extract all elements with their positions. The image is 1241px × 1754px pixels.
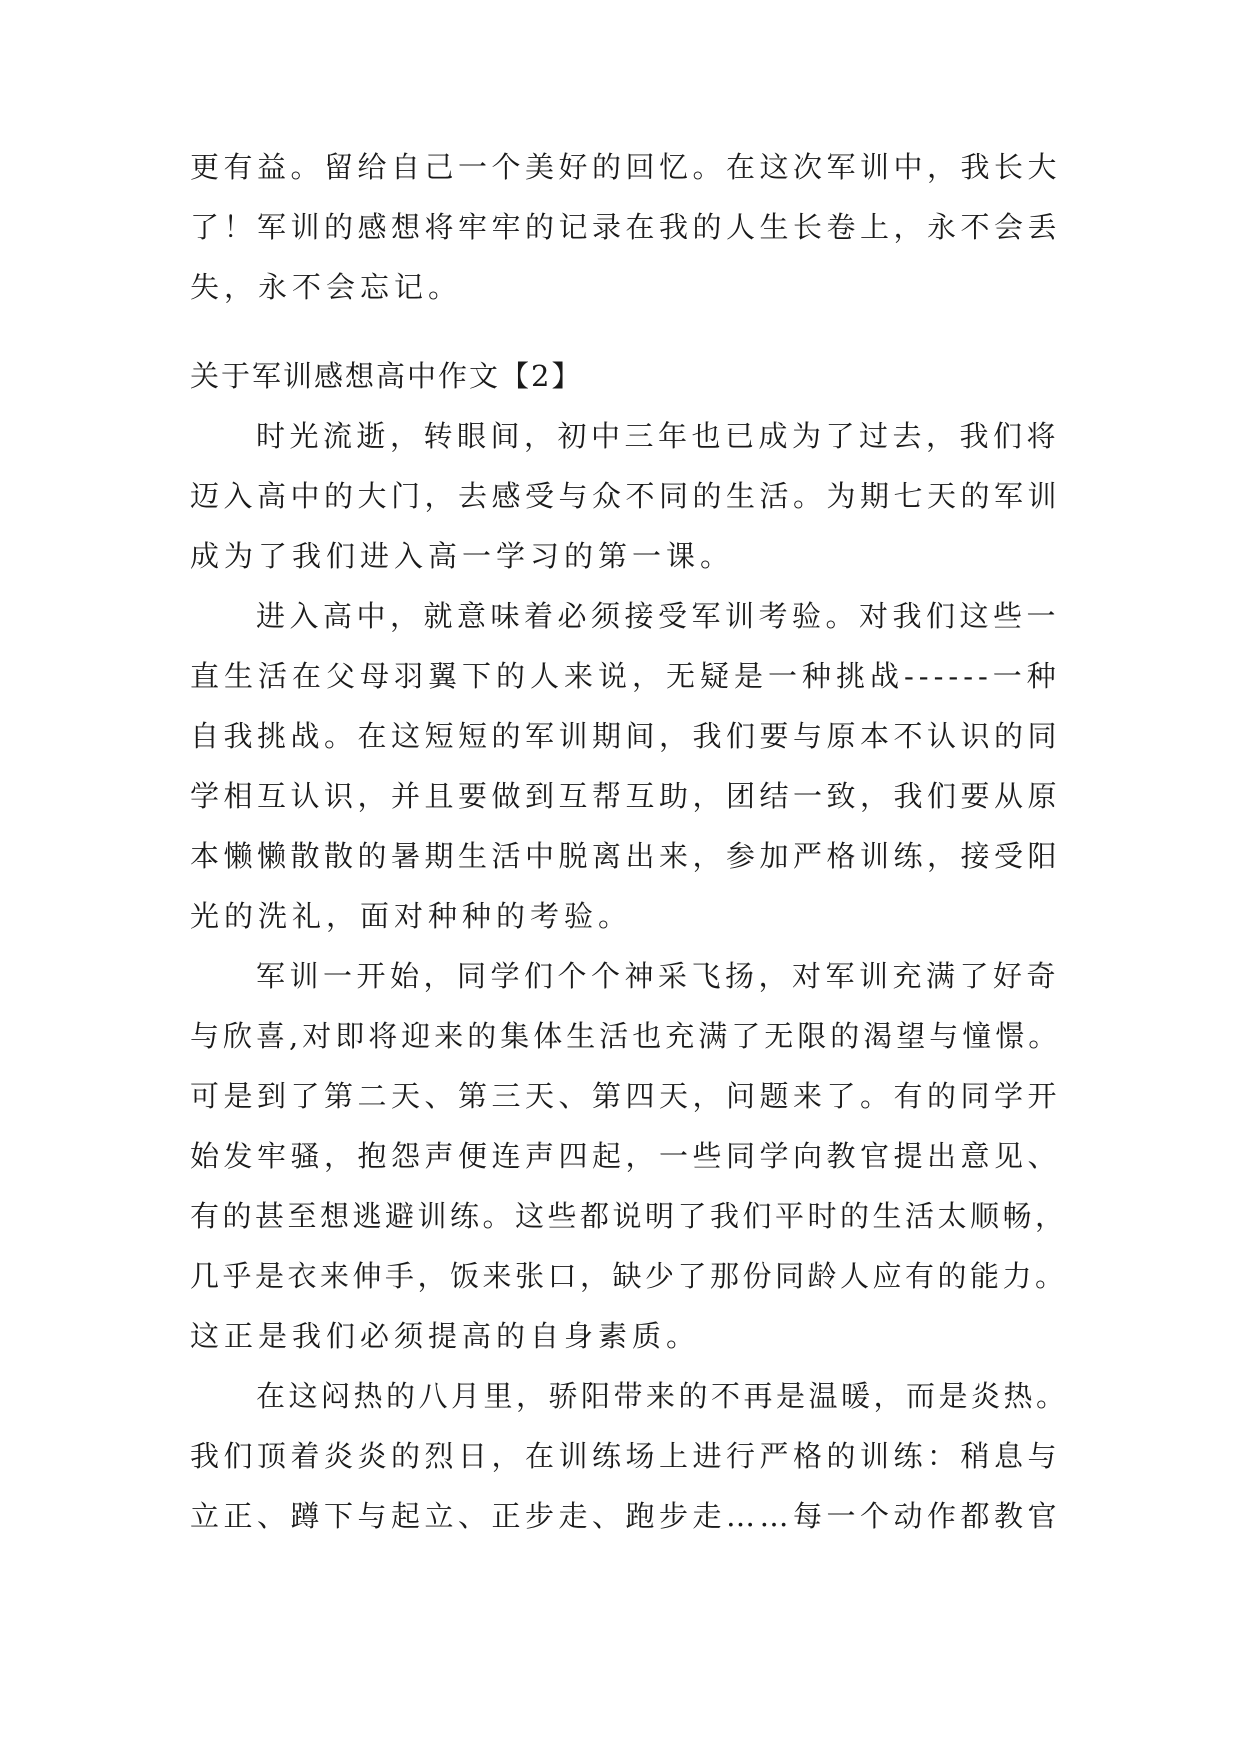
text-line: 与欣喜,对即将迎来的集体生活也充满了无限的渴望与憧憬。 xyxy=(190,1019,1062,1053)
text-line: 本懒懒散散的暑期生活中脱离出来，参加严格训练，接受阳 xyxy=(190,839,1062,873)
text-line: 了！军训的感想将牢牢的记录在我的人生长卷上，永不会丢 xyxy=(190,210,1062,244)
text-line: 光的洗礼，面对种种的考验。 xyxy=(190,899,633,933)
text-line: 更有益。留给自己一个美好的回忆。在这次军训中，我长大 xyxy=(190,150,1062,184)
text-line: 在这闷热的八月里，骄阳带来的不再是温暖，而是炎热。 xyxy=(256,1379,1069,1413)
text-line: 这正是我们必须提高的自身素质。 xyxy=(190,1319,701,1353)
text-line: 始发牢骚，抱怨声便连声四起，一些同学向教官提出意见、 xyxy=(190,1139,1062,1173)
text-line: 可是到了第二天、第三天、第四天，问题来了。有的同学开 xyxy=(190,1079,1062,1113)
text-line: 直生活在父母羽翼下的人来说，无疑是一种挑战------一种 xyxy=(190,659,1061,693)
text-line: 进入高中，就意味着必须接受军训考验。对我们这些一 xyxy=(256,599,1061,633)
text-line: 成为了我们进入高一学习的第一课。 xyxy=(190,539,735,573)
section-heading: 关于军训感想高中作文【2】 xyxy=(190,359,583,393)
text-line: 军训一开始，同学们个个神采飞扬，对军训充满了好奇 xyxy=(256,959,1061,993)
text-line: 迈入高中的大门，去感受与众不同的生活。为期七天的军训 xyxy=(190,479,1062,513)
text-line: 时光流逝，转眼间，初中三年也已成为了过去，我们将 xyxy=(256,419,1061,453)
essay-section-2 xyxy=(190,346,1070,1546)
text-line: 学相互认识，并且要做到互帮互助，团结一致，我们要从原 xyxy=(190,779,1062,813)
text-line: 有的甚至想逃避训练。这些都说明了我们平时的生活太顺畅， xyxy=(190,1199,1068,1233)
text-line: 几乎是衣来伸手，饭来张口，缺少了那份同龄人应有的能力。 xyxy=(190,1259,1068,1293)
text-line: 自我挑战。在这短短的军训期间，我们要与原本不认识的同 xyxy=(190,719,1062,753)
text-line: 失，永不会忘记。 xyxy=(190,270,463,304)
text-line: 我们顶着炎炎的烈日，在训练场上进行严格的训练：稍息与 xyxy=(190,1439,1062,1473)
paragraph-conclusion xyxy=(190,137,1070,317)
text-line: 立正、蹲下与起立、正步走、跑步走……每一个动作都教官 xyxy=(190,1499,1062,1533)
